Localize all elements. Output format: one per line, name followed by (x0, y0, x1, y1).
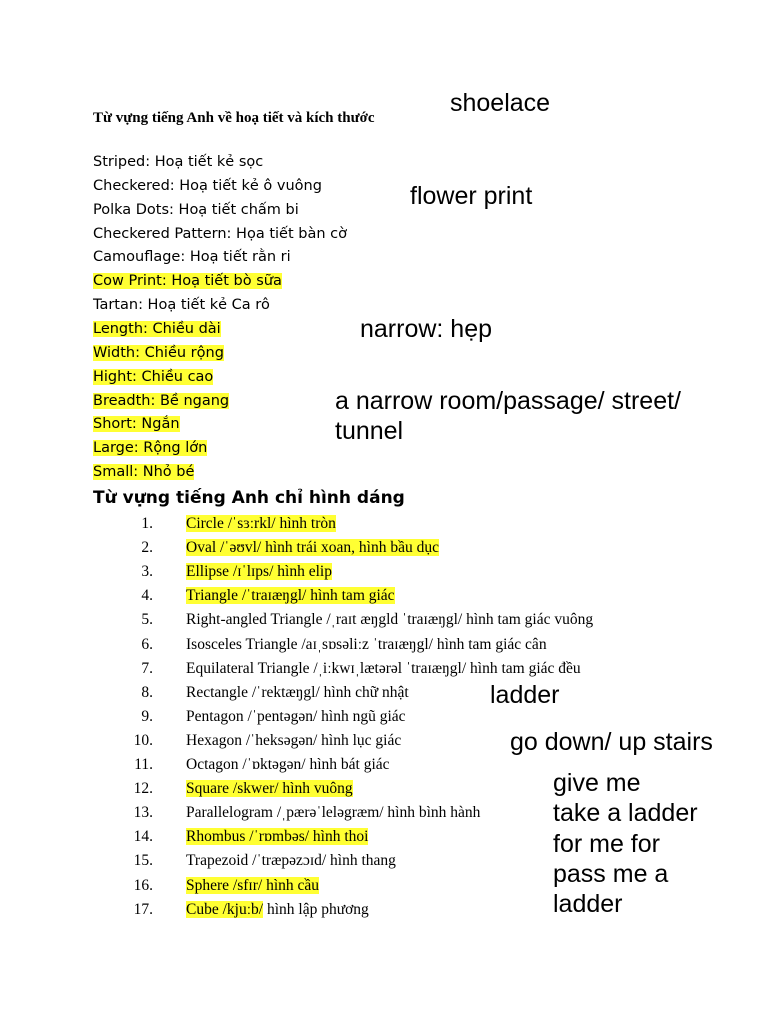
vocab-item (93, 296, 270, 314)
shape-number: 9. (141, 707, 153, 725)
note-give-2: take a ladder (553, 799, 698, 827)
shape-number: 11. (134, 756, 153, 773)
note-ladder: ladder (490, 681, 560, 709)
note-give-4: pass me a (553, 860, 669, 888)
vocab-item (93, 368, 213, 386)
shape-highlighted-text: Oval /ˈəʊvl/ hình trái xoan, hình bầu dục (186, 539, 440, 557)
note-narrow-example-1: a narrow room/passage/ street/ (335, 387, 681, 415)
shape-number: 1. (141, 515, 153, 532)
shape-highlighted-text: Cube /kjuːb/ (186, 900, 264, 918)
section2-title: Từ vựng tiếng Anh chỉ hình dáng (93, 488, 405, 508)
shape-text: hình lập phương (263, 900, 369, 918)
vocab-item-text: Length: Chiều dài (93, 320, 221, 337)
shape-item (186, 852, 396, 870)
shape-item (186, 684, 409, 702)
shape-item (186, 756, 390, 774)
shape-item (186, 732, 401, 750)
vocab-item (93, 177, 322, 195)
shape-item (186, 901, 369, 919)
vocab-item-text: Checkered: Hoạ tiết kẻ ô vuông (93, 177, 322, 194)
vocab-item-text: Cow Print: Hoạ tiết bò sữa (93, 273, 282, 290)
shape-number: 16. (133, 876, 153, 894)
shape-highlighted-text: Square /skwer/ hình vuông (186, 780, 353, 798)
shape-text: Trapezoid /ˈtræpəzɔɪd/ hình thang (186, 852, 396, 870)
shape-item (186, 660, 581, 678)
note-give-3: for me for (553, 830, 660, 858)
vocab-item (93, 415, 180, 433)
shape-highlighted-text: Triangle /ˈtraɪæŋgl/ hình tam giác (186, 587, 395, 605)
vocab-item (93, 320, 221, 338)
vocab-item-text: Breadth: Bề ngang (93, 392, 230, 409)
vocab-item-text: Short: Ngắn (93, 416, 180, 433)
vocab-item-text: Checkered Pattern: Họa tiết bàn cờ (93, 225, 347, 242)
vocab-item-text: Tartan: Hoạ tiết kẻ Ca rô (93, 297, 270, 314)
shape-text: Pentagon /ˈpentəgən/ hình ngũ giác (186, 707, 406, 725)
vocab-item (93, 463, 194, 481)
vocab-item (93, 392, 229, 410)
shape-text: Rectangle /ˈrektæŋgl/ hình chữ nhật (186, 683, 409, 701)
shape-item (186, 804, 480, 822)
shape-highlighted-text: Ellipse /ɪˈlɪps/ hình elip (186, 563, 332, 581)
shape-text: Right-angled Triangle /ˌraɪt æŋgld ˈtraɪæŋgl/ hình tam giác vuông (186, 611, 594, 629)
vocab-item (93, 344, 224, 362)
vocab-item (93, 439, 207, 457)
note-narrow: narrow: hẹp (360, 315, 493, 343)
shape-text: Isosceles Triangle /aɪˌsɒsəliːz ˈtraɪæŋgl/ hình tam giác cân (186, 635, 547, 653)
vocab-item (93, 201, 299, 219)
shape-text: Octagon /ˈɒktəgən/ hình bát giác (186, 756, 390, 773)
note-shoelace: shoelace (450, 89, 551, 117)
vocab-item (93, 248, 291, 266)
shape-item (186, 780, 353, 798)
vocab-item (93, 153, 263, 171)
shape-item (186, 636, 547, 654)
vocab-item-text: Large: Rộng lớn (93, 440, 208, 457)
shape-number: 15. (133, 852, 153, 870)
shape-highlighted-text: Sphere /sfɪr/ hình cầu (186, 876, 320, 894)
note-stairs: go down/ up stairs (510, 728, 713, 756)
vocab-item-text: Striped: Hoạ tiết kẻ sọc (93, 154, 264, 170)
shape-number: 13. (133, 804, 153, 822)
shape-number: 4. (141, 587, 153, 605)
shape-highlighted-text: Circle /ˈsɜːrkl/ hình tròn (186, 515, 336, 532)
note-narrow-example-2: tunnel (335, 417, 404, 445)
shape-number: 12. (133, 780, 153, 798)
vocab-item-text: Width: Chiều rộng (93, 344, 224, 361)
document-title: Từ vựng tiếng Anh về hoạ tiết và kích thước (93, 110, 375, 126)
shape-number: 2. (141, 539, 153, 557)
shape-number: 10. (133, 731, 153, 749)
shape-item (186, 587, 395, 605)
note-give-5: ladder (553, 890, 623, 918)
vocab-item-text: Polka Dots: Hoạ tiết chấm bi (93, 201, 299, 218)
shape-item (186, 877, 319, 895)
shape-number: 5. (141, 611, 153, 629)
shape-number: 17. (133, 900, 153, 918)
shape-item (186, 828, 368, 846)
shape-number: 7. (141, 659, 153, 677)
shape-item (186, 515, 336, 533)
shape-text: Hexagon /ˈheksəgən/ hình lục giác (186, 731, 402, 749)
shape-item (186, 611, 593, 629)
vocab-item (93, 272, 282, 290)
shape-item (186, 708, 406, 726)
shape-text: Parallelogram /ˌpærəˈleləgræm/ hình bình hành (186, 804, 481, 822)
shape-highlighted-text: Rhombus /ˈrɒmbəs/ hình thoi (186, 828, 369, 846)
shape-item (186, 563, 332, 581)
note-flower-print: flower print (410, 182, 533, 210)
shape-item (186, 539, 439, 557)
shape-number: 14. (133, 828, 153, 846)
shape-number: 8. (141, 683, 153, 701)
shape-text: Equilateral Triangle /ˌiːkwɪˌlætərəl ˈtraɪæŋgl/ hình tam giác đều (186, 659, 581, 677)
vocab-item (93, 225, 347, 243)
vocab-item-text: Camouflage: Hoạ tiết rằn ri (93, 249, 291, 266)
vocab-item-text: Small: Nhỏ bé (93, 464, 195, 481)
shape-number: 6. (141, 635, 153, 653)
note-give-1: give me (553, 769, 641, 797)
shape-number: 3. (141, 563, 153, 581)
vocab-item-text: Hight: Chiều cao (93, 368, 214, 385)
